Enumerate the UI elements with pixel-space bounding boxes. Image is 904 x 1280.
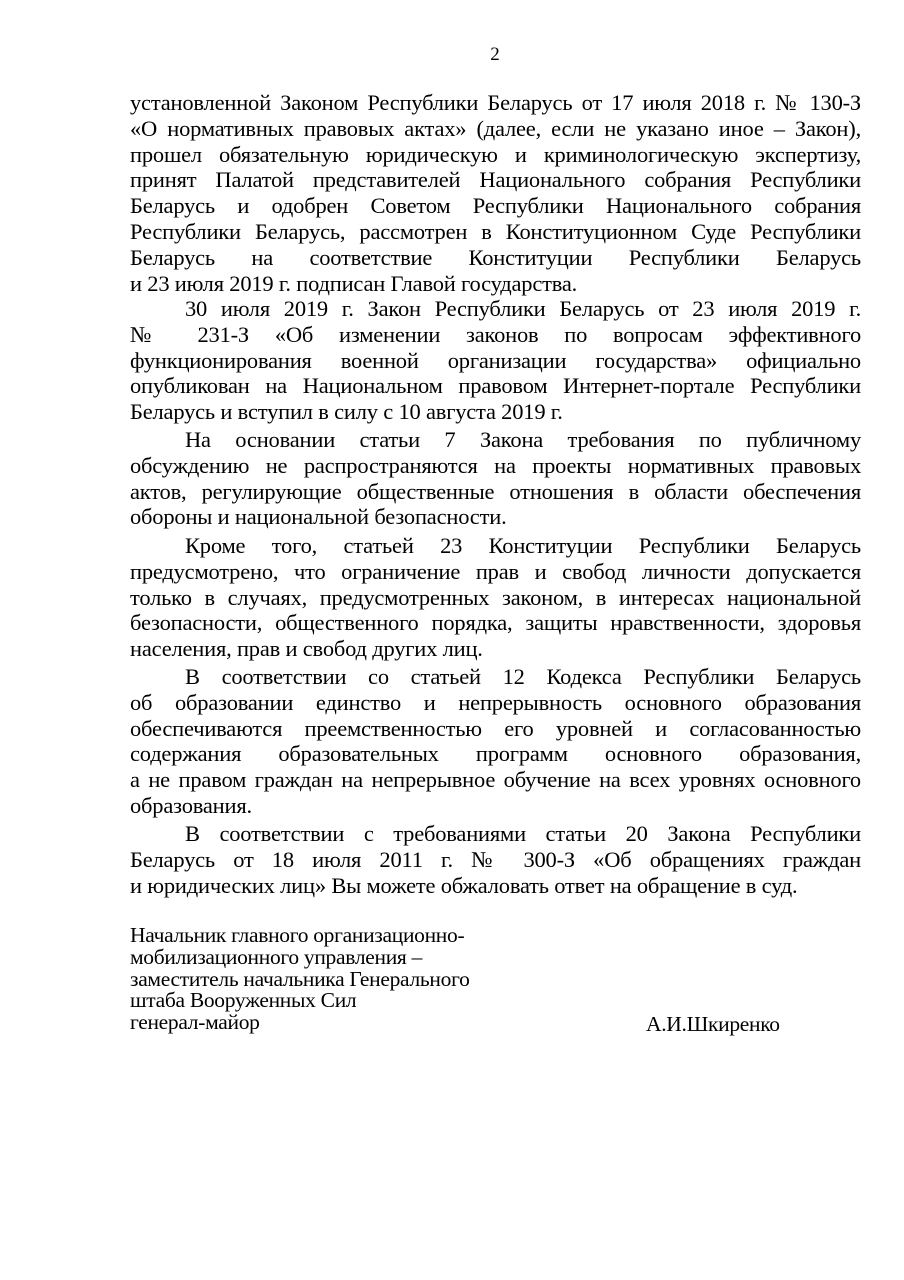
signature-line: заместитель начальника Генерального: [130, 966, 470, 991]
text-line: В соответствии с требованиями статьи 20 Закона Республики: [185, 821, 861, 846]
text-line: В соответствии со статьей 12 Кодекса Республики Беларусь: [185, 664, 861, 689]
signature-line: мобилизационного управления –: [130, 944, 423, 969]
signature-line: штаба Вооруженных Сил: [130, 988, 357, 1013]
text-line: Кроме того, статьей 23 Конституции Республики Беларусь: [185, 533, 861, 558]
signatory-name: А.И.Шкиренко: [646, 1012, 780, 1036]
paragraph: [130, 533, 861, 662]
text-line: и 23 июля 2019 г. подписан Главой государства.: [130, 270, 578, 296]
page-number: 2: [490, 44, 500, 65]
text-line: обеспечиваются преемственностью его уровней и согласованностью: [130, 715, 861, 741]
text-line: «О нормативных правовых актах» (далее, если не указано иное – Закон),: [130, 115, 861, 141]
text-line: Беларусь от 18 июля 2011 г. № 300-З «Об обращениях граждан: [130, 846, 861, 872]
text-line: опубликован на Национальном правовом Интернет-портале Республики: [130, 373, 861, 399]
text-line: об образовании единство и непрерывность основного образования: [130, 689, 861, 715]
text-line: населения, прав и свобод других лиц.: [130, 636, 483, 662]
text-line: На основании статьи 7 Закона требования по публичному: [185, 427, 861, 452]
text-line: обсуждению не распространяются на проекты нормативных правовых: [130, 452, 861, 478]
text-line: Беларусь на соответствие Конституции Республики Беларусь: [130, 244, 861, 270]
text-line: принят Палатой представителей Национального собрания Республики: [130, 167, 861, 193]
signature-line: Начальник главного организационно-: [130, 923, 465, 947]
text-line: № 231-З «Об изменении законов по вопросам эффективного: [130, 321, 861, 347]
text-line: 30 июля 2019 г. Закон Республики Беларусь от 23 июля 2019 г.: [185, 296, 861, 321]
text-line: функционирования военной организации государства» официально: [130, 347, 861, 373]
paragraph: [130, 821, 861, 898]
signature-position: [130, 925, 470, 1034]
text-line: только в случаях, предусмотренных законом, в интересах национальной: [130, 584, 861, 610]
paragraph: [130, 296, 861, 425]
text-line: прошел обязательную юридическую и криминологическую экспертизу,: [130, 141, 861, 167]
text-line: Беларусь и вступил в силу с 10 августа 2019 г.: [130, 399, 563, 425]
text-line: Беларусь и одобрен Советом Республики Национального собрания: [130, 193, 861, 219]
paragraph: [130, 90, 861, 296]
text-line: актов, регулирующие общественные отношения в области обеспечения: [130, 478, 861, 504]
paragraph: [130, 664, 861, 819]
text-line: установленной Законом Республики Беларусь от 17 июля 2018 г. № 130-З: [130, 90, 861, 115]
text-line: образования.: [130, 792, 252, 818]
text-line: безопасности, общественного порядка, защиты нравственности, здоровья: [130, 610, 861, 636]
text-line: обороны и национальной безопасности.: [130, 504, 507, 530]
text-line: а не правом граждан на непрерывное обучение на всех уровнях основного: [130, 767, 861, 793]
text-line: Республики Беларусь, рассмотрен в Конституционном Суде Республики: [130, 218, 861, 244]
signature-line: генерал-майор: [130, 1010, 260, 1035]
paragraph: [130, 427, 861, 530]
text-line: и юридических лиц» Вы можете обжаловать ответ на обращение в суд.: [130, 872, 798, 898]
text-line: предусмотрено, что ограничение прав и свобод личности допускается: [130, 558, 861, 584]
text-line: содержания образовательных программ основного образования,: [130, 741, 861, 767]
